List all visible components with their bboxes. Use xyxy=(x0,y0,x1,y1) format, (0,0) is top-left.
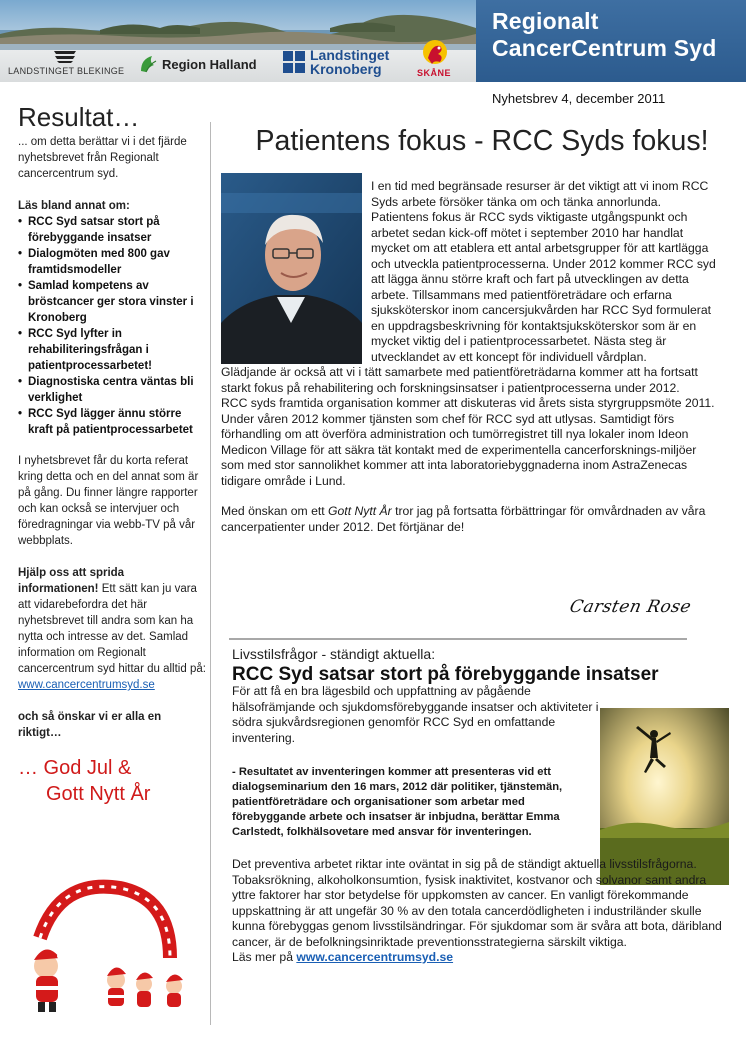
logo-blekinge: LANDSTINGET BLEKINGE xyxy=(8,66,125,76)
sidebar-list-heading: Läs bland annat om: xyxy=(18,200,130,212)
sidebar-closing: och så önskar vi er alla en riktigt… xyxy=(18,711,162,739)
article1-paragraph-2: Glädjande är också att vi i tätt samarbete med patientföreträdarna kommer att ha fortsatt starkt fokus på rehabilitering och forskningsinsatser i patientprocesserna under 2012. xyxy=(221,365,698,395)
article1-body xyxy=(221,365,721,535)
logo-kronoberg-line1: Landstinget xyxy=(310,47,390,63)
list-item: • Dialogmöten med 800 gav framtidsmodeller xyxy=(18,246,206,278)
list-item: • RCC Syd lyfter in rehabiliteringsfrågan i patientprocessarbetet! xyxy=(18,326,206,374)
article1-paragraph-4 xyxy=(221,504,721,535)
sidebar-help-text: Ett sätt kan ju vara att vidarebefordra det här nyhetsbrevet till andra som kan ha nytta och intresse av det. Samlad information om Regionalt cancercentrum syd hittar du alltid på: xyxy=(18,583,206,675)
brand-title xyxy=(492,8,717,62)
logo-halland: Region Halland xyxy=(162,57,257,72)
logo-kronoberg xyxy=(310,48,389,76)
sidebar-help-bold: Hjälp oss att sprida informationen! xyxy=(18,567,125,595)
sidebar-intro: ... om detta berättar vi i det fjärde nyhetsbrevet från Regionalt cancercentrum syd. xyxy=(18,136,187,180)
christmas-greeting-line2: Gott Nytt År xyxy=(46,783,151,805)
article2-read-more xyxy=(232,950,730,966)
article1-paragraph-3: RCC syds framtida organisation kommer att diskuteras vid årets sista styrgruppsmöte 2011. Under våren 2012 kommer tjänsten som chef för RCC syd att utlysas. Samtidigt förs förhandling om att överföra administration och tumörregistret till nya lokaler inom Ideon Medicon Village för att säkra tät kontakt med de experimentella cancerforsknings-miljöer som med stor sannolikhet kommer att inta laboratoriebyggnaderna inom AstraZenecas tidigare område i Lund. xyxy=(221,396,715,488)
brand-panel xyxy=(476,0,746,82)
blekinge-crown-icon xyxy=(52,48,78,64)
read-more-label: Läs mer på xyxy=(232,950,297,964)
logo-kronoberg-line2: Kronoberg xyxy=(310,61,382,77)
list-item: • Samlad kompetens av bröstcancer ger stora vinster i Kronoberg xyxy=(18,278,206,326)
article2-kicker: Livsstilsfrågor - ständigt aktuella: xyxy=(232,646,436,662)
sidebar xyxy=(18,100,206,807)
halland-leaf-icon xyxy=(138,53,160,75)
article-title: Patientens fokus - RCC Syds fokus! xyxy=(255,125,709,157)
list-item: • RCC Syd satsar stort på förebyggande insatser xyxy=(18,214,206,246)
skane-griffin-icon xyxy=(418,38,452,68)
kronoberg-squares-icon xyxy=(282,50,306,74)
portrait-image xyxy=(221,173,362,364)
sea-landscape-image xyxy=(0,0,476,50)
author-photo xyxy=(221,173,362,364)
article1-p4-after: tror jag på fortsatta förbättringar för omvårdnaden av våra cancerpatienter under 2012. Det förtjänar de! xyxy=(221,504,706,534)
sidebar-title: Resultat… xyxy=(18,102,140,132)
article1-p4-italic: Gott Nytt År xyxy=(328,504,392,518)
sidebar-help xyxy=(18,565,206,677)
brand-line-1: Regionalt xyxy=(492,8,599,34)
christmas-greeting xyxy=(18,755,206,807)
article2-body xyxy=(232,857,730,966)
article1-p4-before: Med önskan om ett xyxy=(221,504,329,518)
sidebar-paragraph: I nyhetsbrevet får du korta referat kring detta och en del annat som är på gång. Du finner längre rapporter och kan också se intervjuer och föredragningar via webb-TV på vår webbplats. xyxy=(18,455,199,547)
list-item: • Diagnostiska centra väntas bli verklighet xyxy=(18,374,206,406)
list-item: • RCC Syd lägger ännu större kraft på patientprocessarbetet xyxy=(18,406,206,438)
brand-line-2: CancerCentrum Syd xyxy=(492,35,717,61)
sidebar-topic-list xyxy=(18,214,206,438)
sidebar-website-link[interactable]: www.cancercentrumsyd.se xyxy=(18,679,155,691)
read-more-link[interactable]: www.cancercentrumsyd.se xyxy=(296,950,454,964)
author-signature: Carsten Rose xyxy=(567,597,694,617)
archipelago-photo xyxy=(0,0,476,82)
article2-paragraph-3: Det preventiva arbetet riktar inte oväntat in sig på de ständigt aktuella livsstilsfrågorna. Tobaksrökning, alkoholkonsumtion, fysisk inaktivitet, kostvanor och solvanor samt andra yttre faktorer har stor betydelse för uppkomsten av cancer. En vanligt förekommande uppskattning är att ungefär 30 % av den totala cancerdödligheten i industriländer skulle kunna förebyggas genom livsstilsändringar. För sjukdomar som är svåra att bota, däribland cancer, är de befolkningsinriktade preventionsstrategierna särskilt viktiga. xyxy=(232,857,722,949)
christmas-greeting-line1: … God Jul & xyxy=(18,757,132,779)
issue-label: Nyhetsbrev 4, december 2011 xyxy=(492,91,666,106)
article2-quote: - Resultatet av inventeringen kommer att presenteras vid ett dialogseminarium den 16 mars, 2012 där politiker, tjänstemän, patientföreträdare och organisationer som arbetar med förebyggande arbete och insatser är inbjudna, berättar Emma Carlstedt, folkhälsovetare med ansvar för inventeringen. xyxy=(232,766,563,838)
header-banner xyxy=(0,0,746,82)
logo-skane: SKÅNE xyxy=(417,68,452,78)
santa-illustration xyxy=(20,868,200,1018)
article2-title: RCC Syd satsar stort på förebyggande insatser xyxy=(232,664,659,685)
article2-paragraph-1: För att få en bra lägesbild och uppfattning av pågående hälsofrämjande och sjukdomsförebyggande insatser och aktiviteter i södra sjukvårdsregionen genomför RCC Syd en omfattande inventering. xyxy=(232,684,599,745)
column-divider xyxy=(210,122,211,1025)
article1-paragraph-1: I en tid med begränsade resurser är det viktigt att vi inom RCC Syds arbete försöker tänka om och tänka annorlunda. Patientens fokus är RCC syds viktigaste utgångspunkt och arbetet sedan kick-off mötet i september 2010 har handlat mycket om att etablera ett antal arbetsgrupper för att kartlägga och utveckla patientprocesserna. Under 2012 kommer RCC syd att lägga ännu större kraft och fart på utvecklingen av detta arbete. Tillsammans med patientföreträdare och erfarna sjuksköterskor inom cancersjukvården har RCC Syd formulerat en uppdragsbeskrivning för kontaktsjuksköterskor som är en mycket viktig del i patientprocessarbetet. Nästa steg är utvecklandet av ett koncept för individuell vårdplan. xyxy=(371,179,716,364)
article-divider xyxy=(229,638,687,640)
